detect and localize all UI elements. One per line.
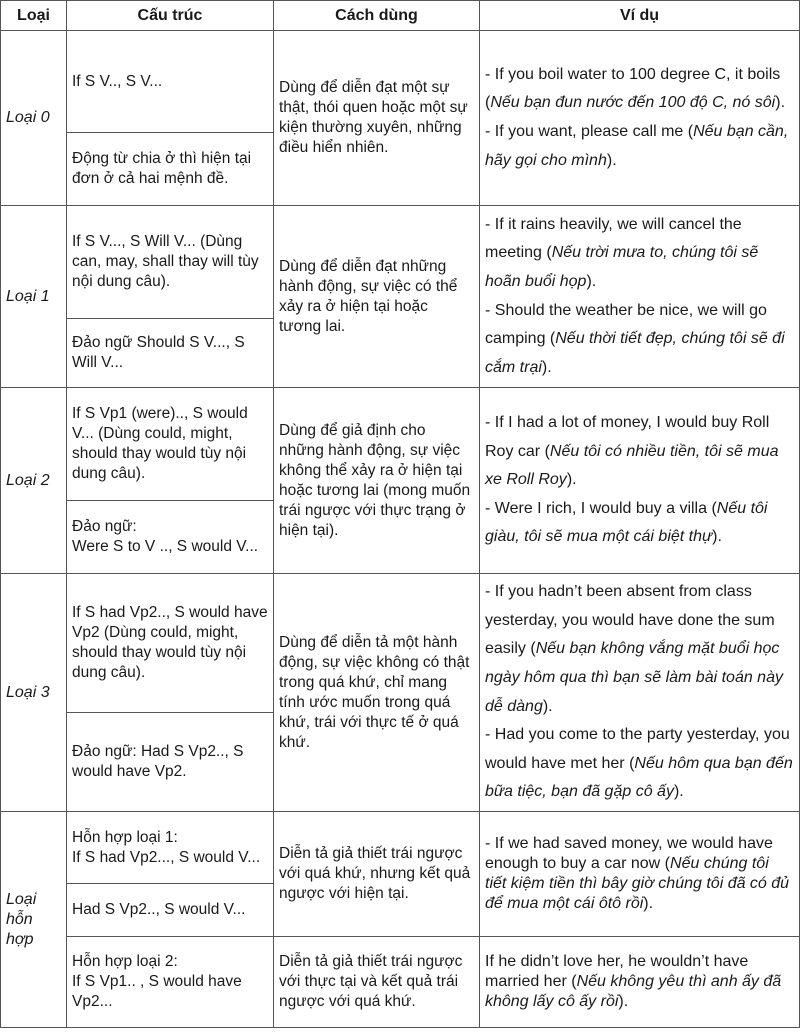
structure-cell: Hỗn hợp loại 2: If S Vp1.. , S would have Vp2... (67, 937, 274, 1028)
table-row (1, 937, 800, 1028)
usage-cell: Diễn tả giả thiết trái ngược với quá khứ, nhưng kết quả ngược với hiện tại. (274, 812, 480, 937)
structure-cell: Động từ chia ở thì hiện tại đơn ở cả hai mệnh đề. (67, 133, 274, 206)
type-cell: Loại 1 (1, 206, 67, 388)
example-item: - Had you come to the party yesterday, you would have met her (Nếu hôm qua bạn đến bữa tiệc, bạn đã gặp cô ấy). (485, 726, 793, 801)
example-item: - Were I rich, I would buy a villa (Nếu tôi giàu, tôi sẽ mua một cái biệt thự). (485, 499, 768, 546)
example-cell (480, 206, 800, 388)
structure-cell: Đảo ngữ Should S V..., S Will V... (67, 319, 274, 388)
example-item: - If I had a lot of money, I would buy Roll Roy car (Nếu tôi có nhiều tiền, tôi sẽ mua xe Roll Roy). (485, 414, 779, 489)
example-cell (480, 937, 800, 1028)
table-row (1, 31, 800, 133)
type-cell: Loại 0 (1, 31, 67, 206)
example-cell (480, 812, 800, 937)
example-cell (480, 388, 800, 574)
structure-cell: If S V..., S Will V... (Dùng can, may, shall thay will tùy nội dung câu). (67, 206, 274, 319)
type-cell: Loại 2 (1, 388, 67, 574)
table-row (1, 574, 800, 713)
usage-cell: Dùng để diễn đạt một sự thật, thói quen hoặc một sự kiện thường xuyên, những điều hiển nhiên. (274, 31, 480, 206)
type-cell: Loại 3 (1, 574, 67, 812)
header-type: Loại (1, 1, 67, 31)
header-row (1, 1, 800, 31)
structure-cell: If S V.., S V... (67, 31, 274, 133)
usage-cell: Dùng để diễn đạt những hành động, sự việc có thể xảy ra ở hiện tại hoặc tương lai. (274, 206, 480, 388)
usage-cell: Diễn tả giả thiết trái ngược với thực tại và kết quả trái ngược với quá khứ. (274, 937, 480, 1028)
type-cell: Loại hỗn hợp (1, 812, 67, 1028)
structure-cell: If S had Vp2.., S would have Vp2 (Dùng could, might, should thay would tùy nội dung câu). (67, 574, 274, 713)
usage-cell: Dùng để diễn tả một hành động, sự việc không có thật trong quá khứ, chỉ mang tính ước muốn trong quá khứ, trái với thực tế ở quá khứ. (274, 574, 480, 812)
table-row (1, 812, 800, 884)
header-structure: Cấu trúc (67, 1, 274, 31)
example-cell (480, 574, 800, 812)
example-item: - If you boil water to 100 degree C, it boils (Nếu bạn đun nước đến 100 độ C, nó sôi). (485, 65, 786, 112)
structure-cell: Đảo ngữ: Had S Vp2.., S would have Vp2. (67, 713, 274, 812)
structure-cell: Đảo ngữ: Were S to V .., S would V... (67, 501, 274, 574)
example-cell (480, 31, 800, 206)
header-usage: Cách dùng (274, 1, 480, 31)
header-example: Ví dụ (480, 1, 800, 31)
example-item: - Should the weather be nice, we will go camping (Nếu thời tiết đẹp, chúng tôi sẽ đi cắm trại). (485, 301, 785, 376)
usage-cell: Dùng để giả định cho những hành động, sự việc không thể xảy ra ở hiện tại hoặc tương lai (mong muốn trái ngược với thực trạng ở hiện tại). (274, 388, 480, 574)
example-item: - If we had saved money, we would have enough to buy a car now (Nếu chúng tôi tiết kiệm tiền thì bây giờ chúng tôi đã có đủ để mua một cái ôtô rồi). (485, 835, 790, 912)
example-item: - If you want, please call me (Nếu bạn cần, hãy gọi cho mình). (485, 123, 789, 169)
example-item: - If it rains heavily, we will cancel the meeting (Nếu trời mưa to, chúng tôi sẽ hoãn buổi họp). (485, 215, 759, 290)
structure-cell: Had S Vp2.., S would V... (67, 884, 274, 937)
table-row (1, 388, 800, 501)
example-item: If he didn’t love her, he wouldn’t have married her (Nếu không yêu thì anh ấy đã không lấy cô ấy rồi). (485, 953, 782, 1010)
structure-cell: Hỗn hợp loại 1: If S had Vp2..., S would V... (67, 812, 274, 884)
structure-cell: If S Vp1 (were).., S would V... (Dùng could, might, should thay would tùy nội dung câu). (67, 388, 274, 501)
example-item: - If you hadn’t been absent from class yesterday, you would have done the sum easily (Nếu bạn không vắng mặt buổi học ngày hôm qua thì bạn sẽ làm bài toán này dễ dàng). (485, 583, 783, 715)
table-row (1, 206, 800, 319)
